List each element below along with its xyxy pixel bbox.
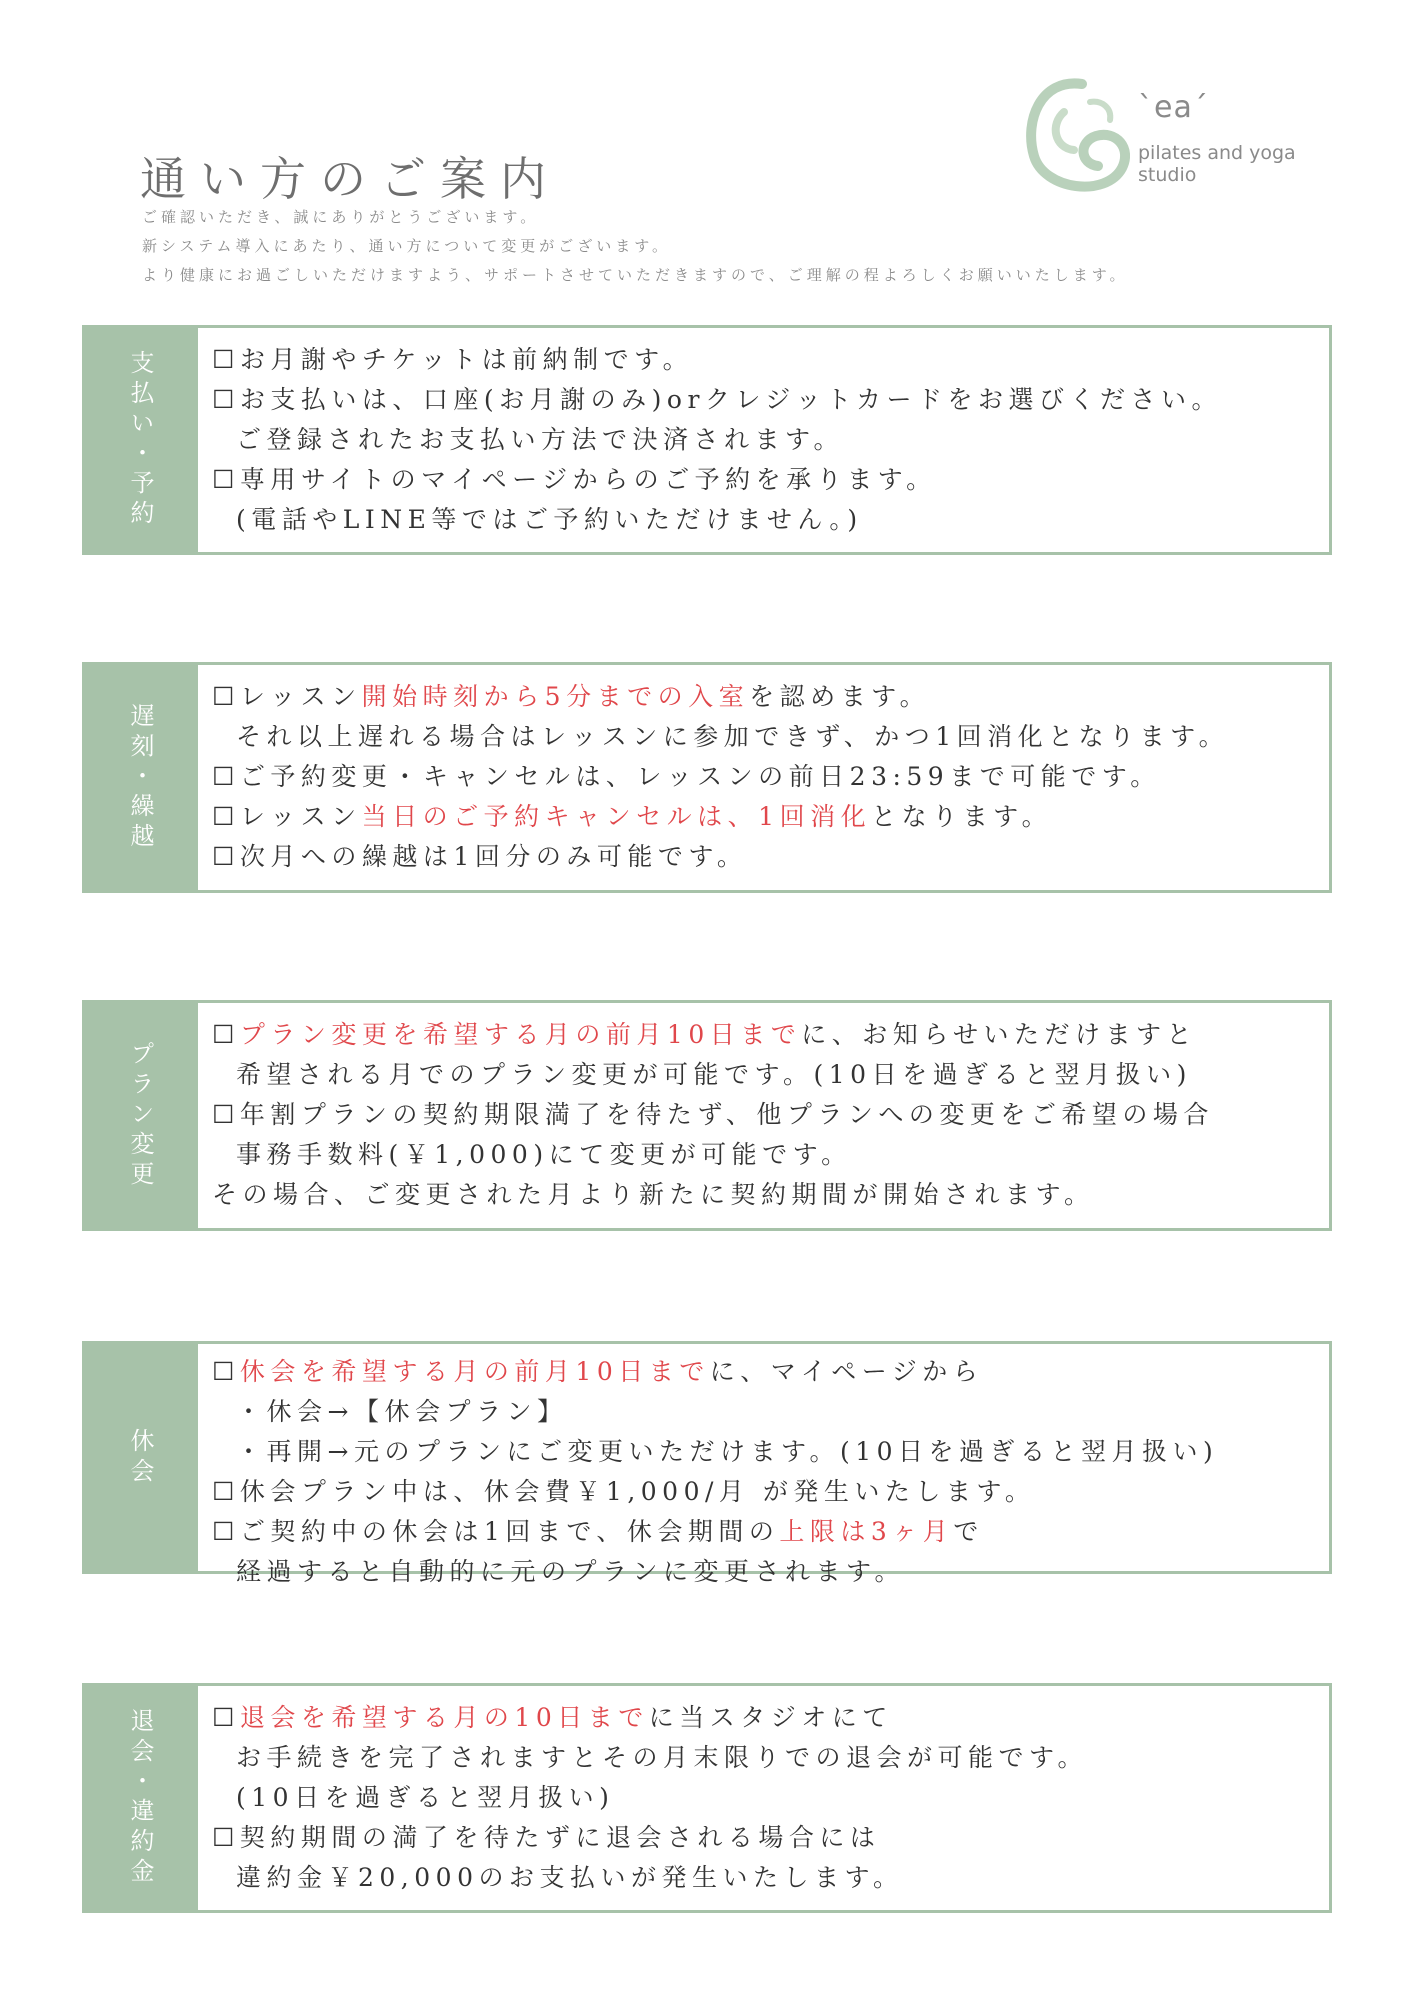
line-text: 事務手数料(￥1,000)にて変更が可能です。: [236, 1140, 852, 1169]
line-text: で: [953, 1517, 984, 1546]
line-text: ☐ご予約変更・キャンセルは、レッスンの前日23:59まで可能です。: [212, 762, 1161, 791]
intro-line: ご確認いただき、誠にありがとうございます。: [142, 208, 540, 226]
logo-tagline: pilates and yoga studio: [1138, 142, 1296, 186]
line-text: ☐契約期間の満了を待たずに退会される場合には: [212, 1823, 881, 1852]
line-text: ☐お月謝やチケットは前納制です。: [212, 345, 694, 374]
notice-line: [212, 1175, 1329, 1215]
section-body: [198, 1683, 1332, 1913]
notice-line: [212, 1135, 1329, 1175]
line-text: ☐: [212, 1357, 240, 1386]
notice-line: [212, 1352, 1329, 1392]
notice-line: [212, 1095, 1329, 1135]
notice-line: [212, 1552, 1329, 1592]
notice-line: [212, 1778, 1329, 1818]
line-text: ☐ご契約中の休会は1回まで、休会期間の: [212, 1517, 780, 1546]
line-text: に、マイページから: [709, 1357, 984, 1386]
line-text: を認めます。: [749, 682, 931, 711]
line-text: 違約金￥20,000のお支払いが発生いたします。: [236, 1863, 904, 1892]
line-text: それ以上遅れる場合はレッスンに参加できず、かつ1回消化となります。: [236, 722, 1230, 751]
section-label: プラン変更: [126, 1040, 154, 1191]
notice-line: [212, 1055, 1329, 1095]
line-text: 希望される月でのプラン変更が可能です。(10日を過ぎると翌月扱い): [236, 1060, 1192, 1089]
notice-line: [212, 1858, 1329, 1898]
line-text: (電話やLINE等ではご予約いただけません。): [236, 505, 863, 534]
line-text: に、お知らせいただけますと: [801, 1020, 1198, 1049]
intro-line: 新システム導入にあたり、通い方について変更がございます。: [142, 237, 672, 255]
line-text: ☐: [212, 1703, 240, 1732]
section-body: [198, 1000, 1332, 1231]
highlight-text: 開始時刻から5分までの入室: [361, 682, 750, 711]
line-text: ☐専用サイトのマイページからのご予約を承ります。: [212, 465, 937, 494]
line-text: その場合、ご変更された月より新たに契約期間が開始されます。: [212, 1180, 1095, 1209]
line-text: ☐レッスン: [212, 682, 362, 711]
notice-line: [212, 500, 1329, 540]
highlight-text: 上限は3ヶ月: [779, 1517, 954, 1546]
highlight-text: 当日のご予約キャンセルは、1回消化: [361, 802, 872, 831]
line-text: ☐レッスン: [212, 802, 362, 831]
notice-line: [212, 420, 1329, 460]
logo-name: ˋeaˊ: [1138, 90, 1209, 125]
line-text: ☐次月への繰越は1回分のみ可能です。: [212, 842, 748, 871]
section-body: [198, 662, 1332, 893]
section-label: 休会: [126, 1427, 154, 1488]
line-text: ☐お支払いは、口座(お月謝のみ)orクレジットカードをお選びください。: [212, 385, 1223, 414]
notice-line: [212, 837, 1329, 877]
line-text: ☐: [212, 1020, 240, 1049]
section-withdrawal-penalty: [82, 1683, 1332, 1913]
highlight-text: 休会を希望する月の前月10日まで: [239, 1357, 710, 1386]
notice-line: [212, 1698, 1329, 1738]
notice-line: [212, 677, 1329, 717]
intro-line: より健康にお過ごしいただけますよう、サポートさせていただきますので、ご理解の程よろしくお願いいたします。: [142, 266, 1129, 284]
section-label: 支払い・予約: [126, 350, 154, 530]
notice-line: [212, 1512, 1329, 1552]
section-suspension: [82, 1341, 1332, 1586]
notice-line: [212, 1738, 1329, 1778]
section-label: 退会・違約金: [126, 1708, 154, 1888]
section-late-carryover: [82, 662, 1332, 893]
notice-line: [212, 1818, 1329, 1858]
page-title: 通い方のご案内: [140, 151, 560, 206]
notice-line: [212, 340, 1329, 380]
line-text: に当スタジオにて: [648, 1703, 893, 1732]
studio-logo: [1020, 72, 1350, 202]
notice-line: [212, 797, 1329, 837]
highlight-text: プラン変更を希望する月の前月10日まで: [239, 1020, 802, 1049]
notice-line: [212, 1472, 1329, 1512]
line-text: ☐休会プラン中は、休会費￥1,000/月 が発生いたします。: [212, 1477, 1036, 1506]
swirl-logo-icon: [1020, 72, 1130, 202]
line-text: ☐年割プランの契約期限満了を待たず、他プランへの変更をご希望の場合: [212, 1100, 1214, 1129]
notice-line: [212, 1015, 1329, 1055]
highlight-text: 退会を希望する月の10日まで: [239, 1703, 649, 1732]
line-text: 経過すると自動的に元のプランに変更されます。: [236, 1557, 906, 1586]
section-plan-change: [82, 1000, 1332, 1231]
line-text: ・再開→元のプランにご変更いただけます。(10日を過ぎると翌月扱い): [236, 1437, 1219, 1466]
intro-text: [142, 203, 1129, 290]
notice-line: [212, 380, 1329, 420]
line-text: ・休会→【休会プラン】: [236, 1397, 568, 1426]
section-label: 遅刻・繰越: [126, 702, 154, 853]
notice-line: [212, 460, 1329, 500]
line-text: となります。: [871, 802, 1053, 831]
section-payment-reservation: [82, 325, 1332, 555]
notice-line: [212, 717, 1329, 757]
line-text: (10日を過ぎると翌月扱い): [236, 1783, 615, 1812]
line-text: ご登録されたお支払い方法で決済されます。: [236, 425, 845, 454]
section-body: [198, 325, 1332, 555]
notice-line: [212, 1392, 1329, 1432]
section-body: [198, 1341, 1332, 1586]
notice-line: [212, 757, 1329, 797]
line-text: お手続きを完了されますとその月末限りでの退会が可能です。: [236, 1743, 1089, 1772]
notice-line: [212, 1432, 1329, 1472]
